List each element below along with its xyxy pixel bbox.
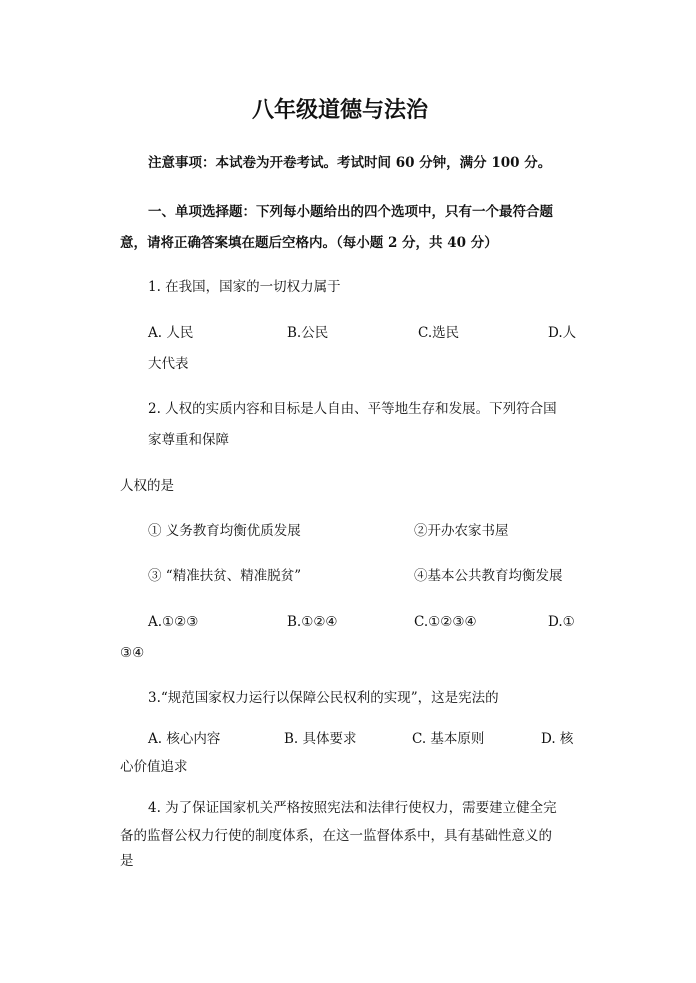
question-2-option-d: D.① xyxy=(548,614,575,630)
question-1-stem: 1. 在我国，国家的一切权力属于 xyxy=(148,279,341,295)
question-3-stem: 3.“规范国家权力运行以保障公民权利的实现”，这是宪法的 xyxy=(148,690,499,706)
question-3-option-a: A. 核心内容 xyxy=(148,731,221,747)
question-1-option-d-continued: 大代表 xyxy=(148,356,189,372)
question-3-option-d-continued: 心价值追求 xyxy=(120,759,188,775)
question-3-option-d: D. 核 xyxy=(541,731,574,747)
question-2-stem-line-3: 人权的是 xyxy=(120,478,174,494)
question-2-option-c: C.①②③④ xyxy=(414,614,477,630)
question-1-option-a: A. 人民 xyxy=(148,325,194,341)
page-title: 八年级道德与法治 xyxy=(252,98,429,123)
question-1-option-d: D.人 xyxy=(548,325,577,341)
question-4-stem-line-2: 备的监督公权力行使的制度体系，在这一监督体系中，具有基础性意义的 xyxy=(120,828,552,844)
section-heading-line-2: 意，请将正确答案填在题后空格内。（每小题 2 分，共 40 分） xyxy=(120,235,498,251)
question-4-stem-line-3: 是 xyxy=(120,853,134,869)
exam-notice: 注意事项：本试卷为开卷考试。考试时间 60 分钟，满分 100 分。 xyxy=(148,155,552,171)
question-2-stem-line-1: 2. 人权的实质内容和目标是人自由、平等地生存和发展。下列符合国 xyxy=(148,401,557,417)
question-2-option-b: B.①②④ xyxy=(287,614,338,630)
question-2-item-4: ④基本公共教育均衡发展 xyxy=(414,568,563,584)
question-1-option-b: B.公民 xyxy=(287,325,329,341)
question-2-stem-line-2: 家尊重和保障 xyxy=(148,432,229,448)
question-2-item-1: ① 义务教育均衡优质发展 xyxy=(148,523,301,539)
question-4-stem-line-1: 4. 为了保证国家机关严格按照宪法和法律行使权力，需要建立健全完 xyxy=(148,800,557,816)
question-1-option-c: C.选民 xyxy=(418,325,460,341)
question-2-option-a: A.①②③ xyxy=(148,614,199,630)
question-2-item-3: ③ “精准扶贫、精准脱贫” xyxy=(148,568,302,584)
section-heading-line-1: 一、单项选择题：下列每小题给出的四个选项中，只有一个最符合题 xyxy=(148,204,553,220)
question-2-item-2: ②开办农家书屋 xyxy=(414,523,509,539)
question-2-option-d-continued: ③④ xyxy=(120,645,145,661)
question-3-option-c: C. 基本原则 xyxy=(412,731,485,747)
question-3-option-b: B. 具体要求 xyxy=(284,731,357,747)
